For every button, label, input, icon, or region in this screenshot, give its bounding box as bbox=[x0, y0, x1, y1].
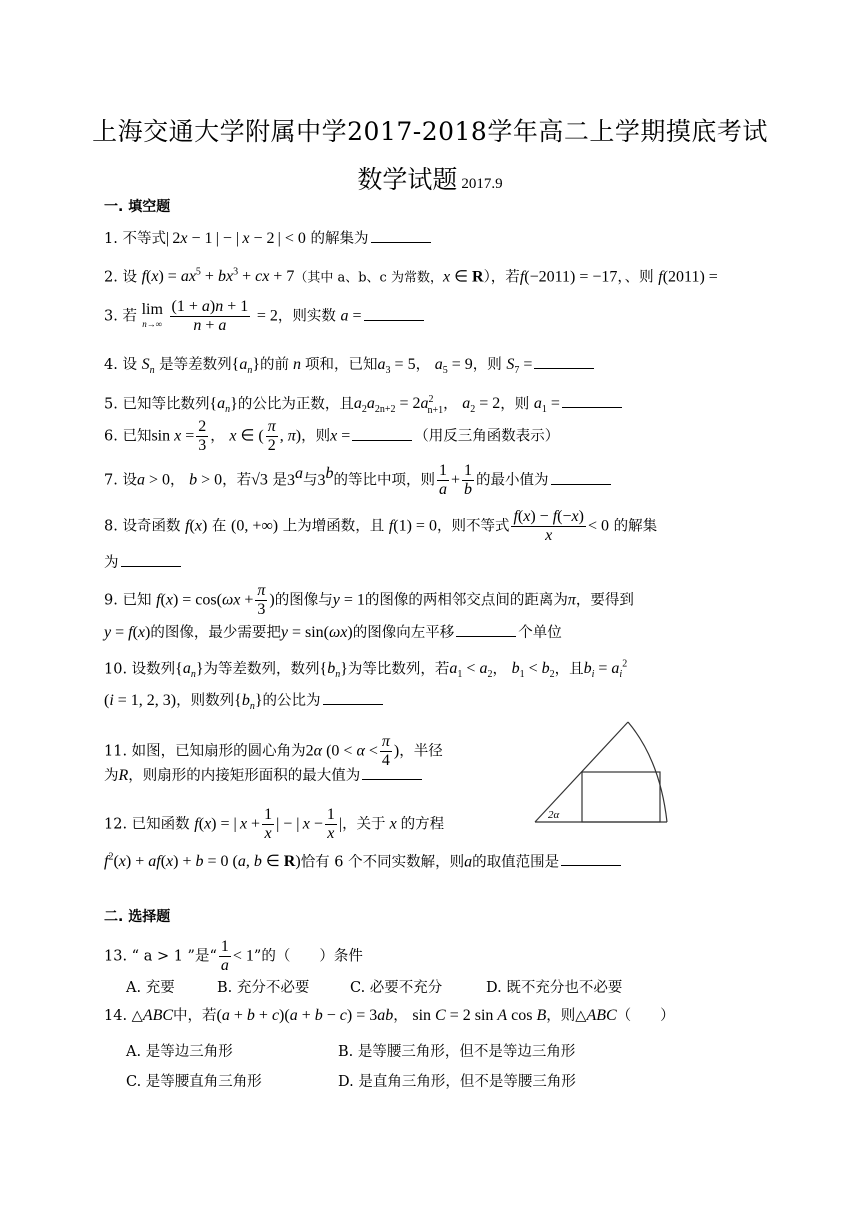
answer-blank bbox=[534, 354, 594, 369]
question-9: 9. 已知 f(x) = cos(ωx + $\frac{\pi}{3}$ )的图像与y = 1的图像的两相邻交点间的距离为π，要得到 bbox=[104, 582, 634, 618]
question-8-line-2: 为 bbox=[104, 552, 183, 573]
q14-option-a[interactable]: A. 是等边三角形 bbox=[126, 1044, 233, 1060]
question-14: 14. △ABC中，若(a + b + c)(a + b − c) = 3ab， sin C = 2 sin A cos B，则△ABC（ ） bbox=[104, 1007, 675, 1024]
question-5: 5. 已知等比数列$\{a_n\}$的公比为正数，且$a_2a_{2n+2} = 2a^2_{n+1}$， $a_2 = 2$，则 $a_1$ = bbox=[104, 390, 624, 421]
question-7: 7. 设a > 0， b > 0，若√3 是3$^a$与3$^b$的等比中项，则 $\frac{1}{a}$ + $\frac{1}{b}$ 的最小值为 bbox=[104, 462, 613, 499]
question-11-line-2: 为R，则扇形的内接矩形面积的最大值为 bbox=[104, 765, 424, 786]
question-11: 11. 如图，已知扇形的圆心角为2α (0 < α < $\frac{\pi}{4}$ )，半径 bbox=[104, 733, 443, 769]
question-2: 2. 设 $f(x) = ax^5 + bx^3$ + cx + 7（其中 a、b、c 为常数，x ∈ R），若f(−2011) = −17，、则 f(2011) = bbox=[104, 267, 718, 286]
answer-blank bbox=[561, 851, 621, 866]
question-6: 6. 已知sin x = $\frac{2}{3}$ ， x ∈ ( $\frac{\pi}{2}$ , π)，则x = （用反三角函数表示） bbox=[104, 418, 560, 454]
q13-option-a[interactable]: A. 充要 bbox=[126, 980, 175, 996]
document-subtitle: 数学试题 2017.9 bbox=[357, 165, 503, 194]
sector-radius-top bbox=[535, 722, 628, 822]
answer-blank bbox=[352, 426, 412, 441]
q14-option-b[interactable]: B. 是等腰三角形，但不是等边三角形 bbox=[338, 1044, 576, 1060]
q14-option-d[interactable]: D. 是直角三角形，但不是等腰三角形 bbox=[338, 1074, 576, 1090]
q13-option-b[interactable]: B. 充分不必要 bbox=[217, 980, 310, 996]
question-12: 12. 已知函数 f(x) = | x + $\frac{1}{x}$ | − | x − $\frac{1}{x}$ |，关于 x 的方程 bbox=[104, 806, 445, 842]
answer-blank bbox=[456, 622, 516, 637]
answer-blank bbox=[551, 470, 611, 485]
question-3: 3. 若 lim n→∞ $\frac{(1 + a)n + 1}{n + a}$ = 2，则实数 a = bbox=[104, 298, 426, 335]
answer-blank bbox=[364, 306, 424, 321]
q14-option-c[interactable]: C. 是等腰直角三角形 bbox=[126, 1074, 262, 1090]
answer-blank bbox=[371, 228, 431, 243]
section-fill-in-heading: 一. 填空题 bbox=[104, 199, 171, 215]
answer-blank bbox=[121, 552, 181, 567]
question-10-line-2: (i = 1, 2, 3)，则数列$\{b_n\}$的公比为 bbox=[104, 690, 385, 717]
exam-date: 2017.9 bbox=[461, 176, 503, 192]
answer-blank bbox=[562, 393, 622, 408]
angle-label: 2α bbox=[548, 809, 560, 821]
question-4: 4. 设 $S_n$ 是等差数列$\{a_n\}$的前 n 项和，已知$a_3 = 5$， $a_5 = 9$，则 $S_7$ = bbox=[104, 354, 596, 381]
q13-option-d[interactable]: D. 既不充分也不必要 bbox=[486, 980, 623, 996]
question-13: 13. “ a > 1 ”是“ $\frac{1}{a}$ < 1”的（ ）条件 bbox=[104, 938, 363, 974]
answer-blank bbox=[362, 765, 422, 780]
question-10: 10. 设数列$\{a_n\}$为等差数列，数列$\{b_n\}$为等比数列，若$a_1 < a_2$， $b_1 < b_2$，且$b_i = a_i^2$ bbox=[104, 659, 628, 681]
inscribed-rectangle bbox=[582, 772, 660, 822]
question-8: 8. 设奇函数 f(x) 在 (0, +∞) 上为增函数，且 f(1) = 0，则不等式 $\frac{f(x) - f(-x)}{x}$ < 0 的解集 bbox=[104, 508, 658, 544]
section-choice-heading: 二. 选择题 bbox=[104, 909, 171, 925]
answer-blank bbox=[323, 690, 383, 705]
question-12-line-2: $f^2(x) + af(x) + b = 0$ (a, b ∈ R)恰有 6 个不同实数解，则a的取值范围是 bbox=[104, 848, 623, 872]
document-title: 上海交通大学附属中学2017-2018学年高二上学期摸底考试 bbox=[92, 117, 768, 146]
sector-arc bbox=[628, 722, 667, 822]
question-1: 1. 不等式| 2x − 1 | − | x − 2 | < 0 的解集为 bbox=[104, 228, 433, 249]
question-9-line-2: y = f(x)的图像，最少需要把y = sin(ωx)的图像向左平移 个单位 bbox=[104, 624, 562, 641]
q13-option-c[interactable]: C. 必要不充分 bbox=[350, 980, 443, 996]
